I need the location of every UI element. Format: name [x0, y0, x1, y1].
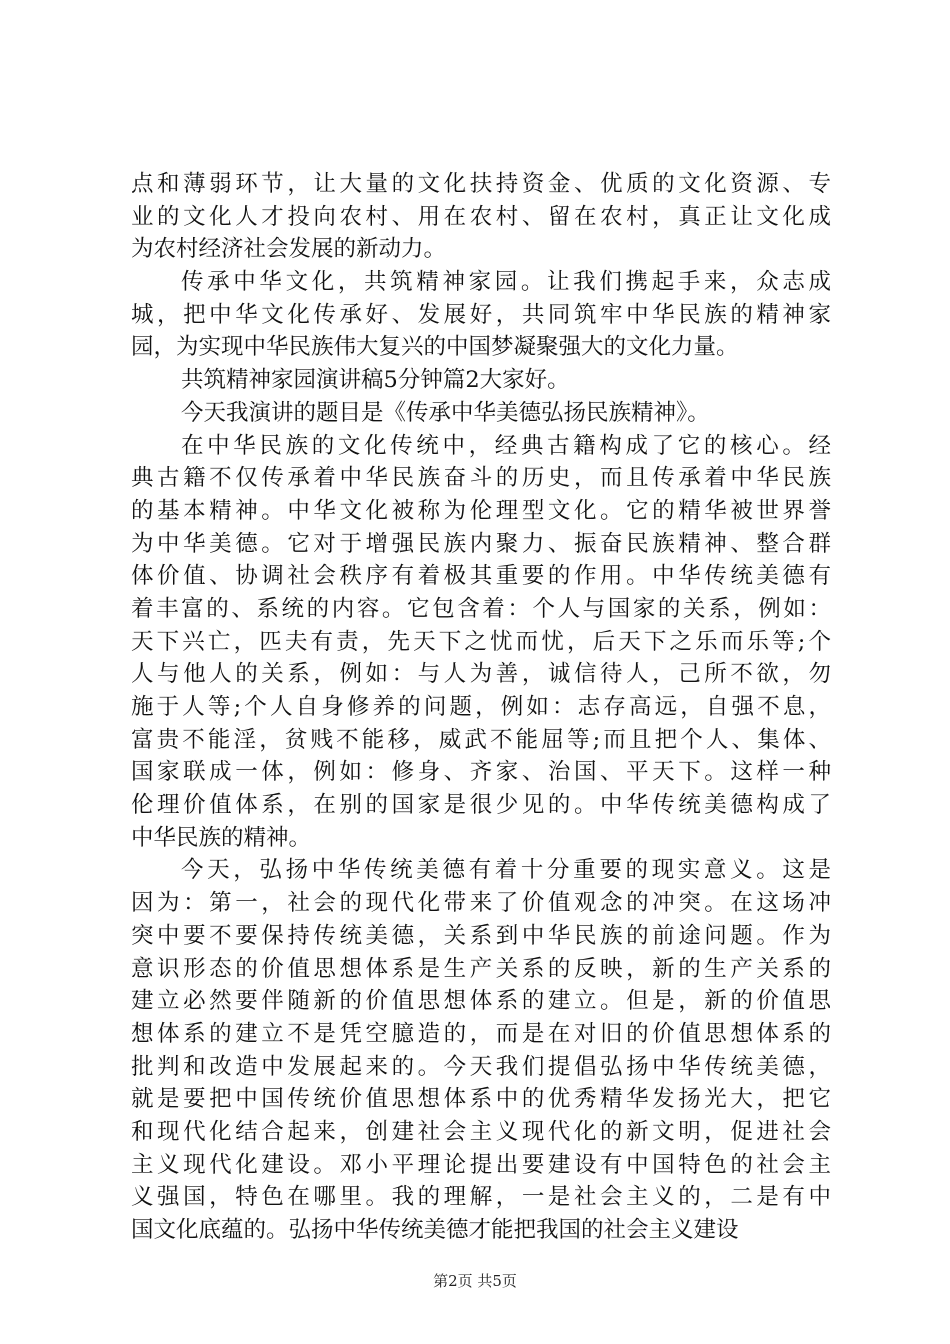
text-line: 想体系的建立不是凭空臆造的，而是在对旧的价值思想体系的 [131, 1020, 831, 1047]
text-line: 为中华美德。它对于增强民族内聚力、振奋民族精神、整合群 [131, 530, 831, 557]
text-line: 国文化底蕴的。弘扬中华传统美德才能把我国的社会主义建设 [131, 1217, 739, 1243]
text-line: 为农村经济社会发展的新动力。 [131, 236, 447, 263]
text-line: 中华民族的精神。 [131, 824, 312, 851]
text-line: 意识形态的价值思想体系是生产关系的反映，新的生产关系的 [131, 955, 831, 982]
text-line: 典古籍不仅传承着中华民族奋斗的历史，而且传承着中华民族 [131, 465, 831, 492]
text-line: 共筑精神家园演讲稿5分钟篇2大家好。 [181, 367, 570, 394]
paragraph [131, 397, 831, 430]
text-line: 城，把中华文化传承好、发展好，共同筑牢中华民族的精神家 [131, 301, 831, 328]
text-line: 园，为实现中华民族伟大复兴的中国梦凝聚强大的文化力量。 [131, 334, 739, 361]
text-line: 体价值、协调社会秩序有着极其重要的作用。中华传统美德有 [131, 563, 831, 590]
paragraph [131, 364, 831, 397]
text-line: 业的文化人才投向农村、用在农村、留在农村，真正让文化成 [131, 203, 831, 230]
text-line: 人与他人的关系，例如：与人为善，诚信待人，己所不欲，勿 [131, 661, 831, 688]
paragraph [131, 266, 831, 364]
text-line: 因为：第一，社会的现代化带来了价值观念的冲突。在这场冲 [131, 890, 831, 917]
text-line: 今天，弘扬中华传统美德有着十分重要的现实意义。这是 [181, 857, 831, 884]
text-line: 天下兴亡，匹夫有责，先天下之忧而忧，后天下之乐而乐等;个 [131, 628, 831, 655]
text-line: 就是要把中国传统价值思想体系中的优秀精华发扬光大，把它 [131, 1086, 831, 1113]
text-line: 义强国，特色在哪里。我的理解，一是社会主义的，二是有中 [131, 1184, 831, 1211]
text-line: 的基本精神。中华文化被称为伦理型文化。它的精华被世界誉 [131, 497, 831, 524]
text-line: 施于人等;个人自身修养的问题，例如：志存高远，自强不息， [131, 694, 831, 720]
text-line: 伦理价值体系，在别的国家是很少见的。中华传统美德构成了 [131, 792, 831, 819]
text-line: 批判和改造中发展起来的。今天我们提倡弘扬中华传统美德， [131, 1053, 831, 1080]
text-line: 国家联成一体，例如：修身、齐家、治国、平天下。这样一种 [131, 759, 831, 786]
text-line: 今天我演讲的题目是《传承中华美德弘扬民族精神》。 [181, 399, 710, 426]
text-line: 在中华民族的文化传统中，经典古籍构成了它的核心。经 [181, 432, 831, 459]
paragraph [131, 168, 831, 266]
paragraph [131, 430, 831, 855]
page-footer: 第2页 共5页 [433, 1272, 517, 1290]
text-line: 富贵不能淫，贫贱不能移，威武不能屈等;而且把个人、集体、 [131, 726, 831, 753]
document-body [131, 168, 831, 1247]
text-line: 传承中华文化，共筑精神家园。让我们携起手来，众志成 [181, 269, 831, 296]
text-line: 和现代化结合起来，创建社会主义现代化的新文明，促进社会 [131, 1118, 831, 1145]
text-line: 点和薄弱环节，让大量的文化扶持资金、优质的文化资源、专 [131, 171, 831, 197]
text-line: 着丰富的、系统的内容。它包含着：个人与国家的关系，例如： [131, 595, 831, 622]
paragraph [131, 854, 831, 1246]
text-line: 主义现代化建设。邓小平理论提出要建设有中国特色的社会主 [131, 1151, 831, 1178]
text-line: 建立必然要伴随新的价值思想体系的建立。但是，新的价值思 [131, 988, 831, 1015]
text-line: 突中要不要保持传统美德，关系到中华民族的前途问题。作为 [131, 922, 831, 949]
